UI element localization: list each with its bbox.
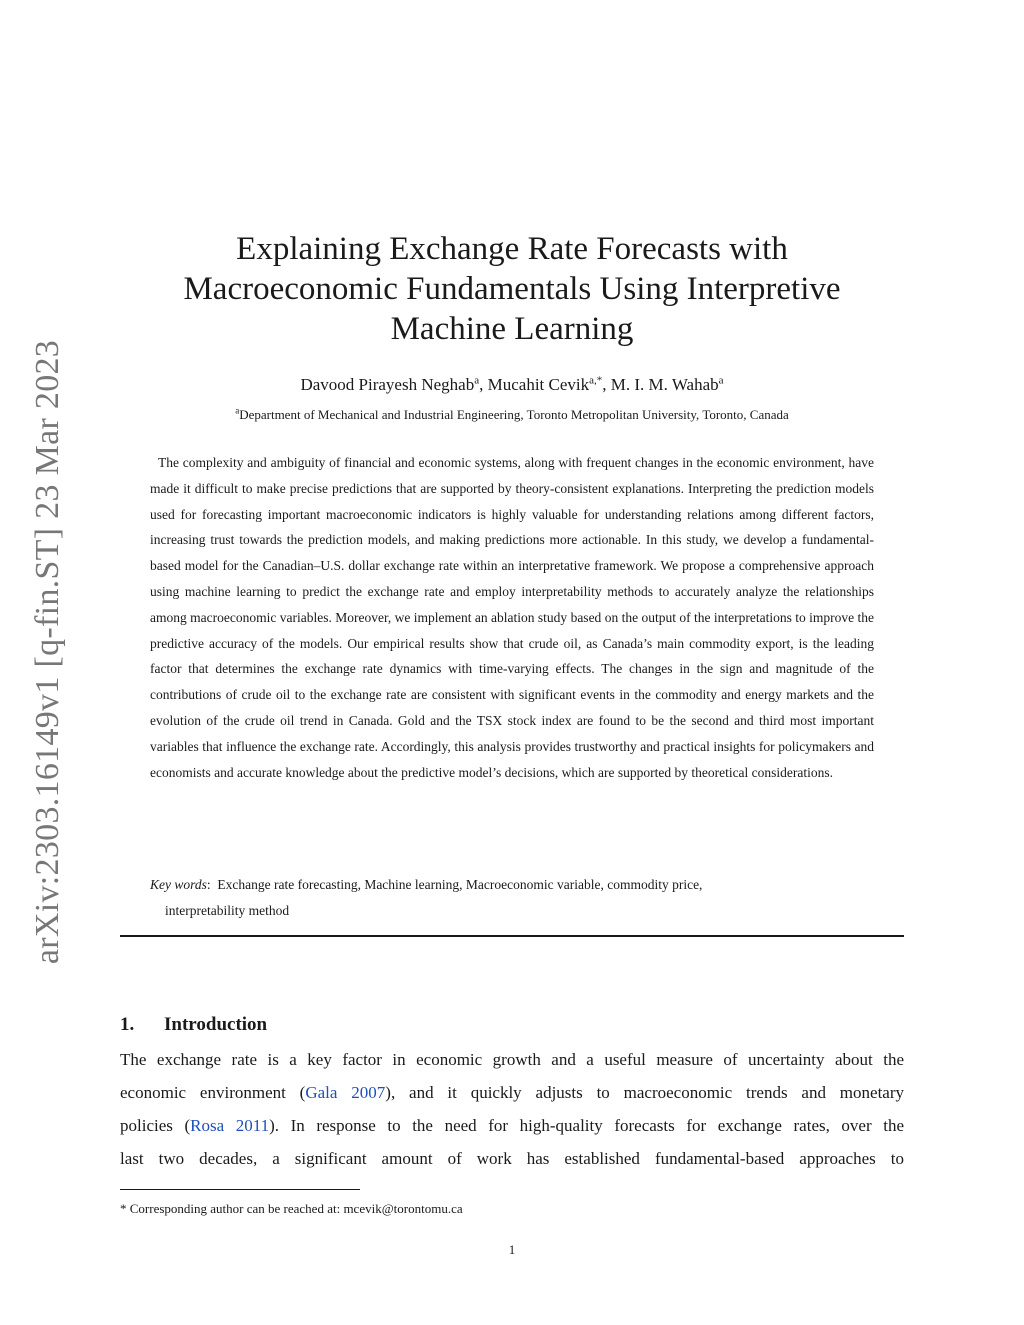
abstract: The complexity and ambiguity of financial and economic systems, along with frequent changes in the economic environment, have made it difficult to make precise predictions that are supported by theory-consistent explanations. Interpreting the prediction models used for forecasting important macroeconomic indicators is highly valuable for understanding relations among different factors, increasing trust towards the prediction models, and making predictions more actionable. In this study, we develop a fundamental-based model for the Canadian–U.S. dollar exchange rate within an interpretative framework. We propose a comprehensive approach using machine learning to predict the exchange rate and employ interpretability methods to accurately analyze the relationships among macroeconomic variables. Moreover, we implement an ablation study based on the output of the interpretations to improve the predictive accuracy of the models. Our empirical results show that crude oil, as Canada’s main commodity export, is the leading factor that determines the exchange rate dynamics with time-varying effects. The changes in the sign and magnitude of the contributions of crude oil to the exchange rate are consistent with significant events in the commodity and energy markets and the evolution of the crude oil trend in Canada. Gold and the TSX stock index are found to be the second and third most important variables that influence the exchange rate. Accordingly, this analysis provides trustworthy and practical insights for policymakers and economists and accurate knowledge about the predictive model’s decisions, which are supported by theoretical considerations. xyxy=(150,455,874,780)
section-number: 1. xyxy=(120,1014,135,1035)
abstract-divider xyxy=(120,935,904,937)
affiliation-text: Department of Mechanical and Industrial Engineering, Toronto Metropolitan University, Toronto, Canada xyxy=(239,407,789,422)
intro-line-1: The exchange rate is a key factor in economic growth and a useful measure of uncertainty about the xyxy=(120,1050,904,1069)
keywords-line-1: Exchange rate forecasting, Machine learning, Macroeconomic variable, commodity price, xyxy=(217,877,703,892)
footnote xyxy=(120,1199,463,1219)
intro-paragraph xyxy=(120,1043,904,1175)
intro-text: economic environment ( xyxy=(120,1083,306,1102)
author-mark: a xyxy=(474,374,480,387)
author-list: Davood Pirayesh Neghab$^a$, Mucahit Cevik$^{a,*}$, M. I. M. Wahab$^a$ xyxy=(300,374,724,394)
paper-title xyxy=(120,229,904,349)
title-line-2: Macroeconomic Fundamentals Using Interpretive xyxy=(183,271,841,307)
keywords-label: Key words xyxy=(150,877,207,892)
intro-line-3 xyxy=(120,1109,904,1142)
affiliation-mark: a xyxy=(235,405,240,416)
section-title: Introduction xyxy=(164,1014,268,1035)
citation-link-gala[interactable]: Gala 2007 xyxy=(305,1083,386,1102)
author-name: Mucahit Cevik xyxy=(487,375,590,394)
author-mark: a xyxy=(718,374,724,387)
arxiv-stamp: arXiv:2303.16149v1 [q-fin.ST] 23 Mar 2023 xyxy=(29,339,66,965)
footnote-mark: * xyxy=(120,1201,127,1216)
intro-line-4: last two decades, a significant amount of work has established fundamental-based approaches to xyxy=(120,1149,904,1168)
intro-text: ). In response to the need for high-quality forecasts for exchange rates, over the xyxy=(269,1116,904,1135)
author-name: M. I. M. Wahab xyxy=(610,375,719,394)
author-name: Davood Pirayesh Neghab xyxy=(300,375,475,394)
footnote-text: Corresponding author can be reached at: mcevik@torontomu.ca xyxy=(129,1201,463,1216)
intro-text: ), and it quickly adjusts to macroeconomic trends and monetary xyxy=(385,1083,905,1102)
footnote-divider xyxy=(120,1189,360,1190)
section-heading xyxy=(120,1012,267,1038)
title-line-1: Explaining Exchange Rate Forecasts with xyxy=(236,231,788,267)
author-mark: a,* xyxy=(589,374,603,387)
intro-text: policies ( xyxy=(120,1116,191,1135)
citation-link-rosa[interactable]: Rosa 2011 xyxy=(190,1116,270,1135)
affiliation xyxy=(120,406,904,424)
keywords-line-2: interpretability method xyxy=(165,903,290,918)
title-line-3: Machine Learning xyxy=(390,311,634,347)
intro-line-2 xyxy=(120,1076,904,1109)
keywords: Key words: Exchange rate forecasting, Machine learning, Macroeconomic variable, commodity price, interpretability method xyxy=(150,872,874,924)
page-number: 1 xyxy=(508,1242,516,1257)
